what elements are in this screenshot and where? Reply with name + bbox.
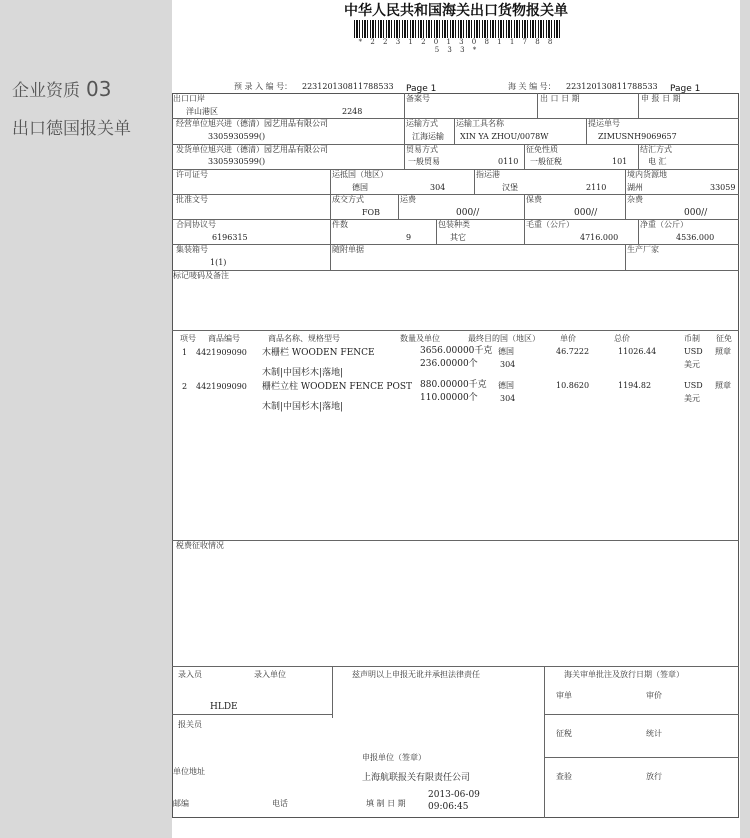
fill-date-label: 填 制 日 期 bbox=[366, 799, 406, 808]
attached-docs-label: 随附单据 bbox=[332, 245, 364, 254]
customs-number: 223120130811788533 bbox=[566, 82, 658, 91]
destination-port-value: 汉堡 bbox=[502, 183, 518, 192]
goods-header-destination: 最终目的国（地区） bbox=[468, 334, 540, 343]
goods-spec: 木制|中国杉木|落地| bbox=[262, 402, 344, 412]
goods-country-code: 304 bbox=[500, 394, 516, 403]
misc-fee-value: 000// bbox=[684, 208, 708, 218]
net-weight-value: 4536.000 bbox=[676, 233, 715, 242]
goods-qty-weight: 880.00000千克 bbox=[420, 380, 487, 390]
deal-mode-label: 成交方式 bbox=[332, 195, 364, 204]
gross-weight-value: 4716.000 bbox=[580, 233, 619, 242]
trade-mode-code: 0110 bbox=[498, 157, 519, 166]
goods-unit-price: 10.8620 bbox=[556, 381, 590, 390]
operator-label: 经营单位 bbox=[176, 119, 208, 128]
license-label: 许可证号 bbox=[176, 170, 208, 179]
destination-country-code: 304 bbox=[430, 183, 446, 192]
pieces-value: 9 bbox=[406, 233, 412, 242]
freight-label: 运费 bbox=[400, 195, 416, 204]
goods-exemption: 照章 bbox=[715, 347, 731, 356]
contract-label: 合同协议号 bbox=[176, 220, 216, 229]
declaration-statement: 兹声明以上申报无讹并承担法律责任 bbox=[352, 670, 480, 679]
goods-country: 德国 bbox=[498, 381, 514, 390]
goods-currency: USD bbox=[684, 347, 703, 356]
misc-fee-label: 杂费 bbox=[627, 195, 643, 204]
preentry-label: 预 录 入 编 号： bbox=[234, 82, 293, 91]
tax-collection-label: 税费征收情况 bbox=[176, 541, 224, 550]
goods-total: 11026.44 bbox=[618, 347, 657, 356]
package-value: 其它 bbox=[450, 233, 466, 242]
goods-header-code: 商品编号 bbox=[208, 334, 240, 343]
postcode-label: 邮编 bbox=[173, 799, 189, 808]
goods-country: 德国 bbox=[498, 347, 514, 356]
goods-header-name: 商品名称、规格型号 bbox=[268, 334, 340, 343]
operator-code: 3305930599() bbox=[208, 132, 266, 141]
declarant-label: 报关员 bbox=[178, 720, 202, 729]
customs-approval-label: 海关审单批注及放行日期（签章） bbox=[564, 670, 684, 679]
vehicle-value: XIN YA ZHOU/0078W bbox=[460, 132, 549, 141]
page-indicator-left: Page 1 bbox=[406, 84, 437, 94]
barcode-image bbox=[354, 20, 560, 38]
destination-port-code: 2110 bbox=[586, 183, 607, 192]
goods-qty-count: 236.00000个 bbox=[420, 359, 478, 369]
package-label: 包装种类 bbox=[438, 220, 470, 229]
inspection-label: 查验 bbox=[556, 772, 572, 781]
export-date-label: 出 口 日 期 bbox=[540, 94, 580, 103]
goods-currency-cn: 美元 bbox=[684, 394, 700, 403]
goods-name: 栅栏立柱 WOODEN FENCE POST bbox=[262, 382, 412, 392]
approval-no-label: 批准文号 bbox=[176, 195, 208, 204]
goods-header-quantity: 数量及单位 bbox=[400, 334, 440, 343]
goods-item-no: 1 bbox=[182, 348, 188, 357]
tax-nature-code: 101 bbox=[612, 157, 628, 166]
destination-port-label: 指运港 bbox=[476, 170, 500, 179]
deal-mode-value: FOB bbox=[362, 208, 380, 217]
goods-header-unit-price: 单价 bbox=[560, 334, 576, 343]
unit-address-label: 单位地址 bbox=[173, 767, 205, 776]
customs-no-label: 海 关 编 号： bbox=[508, 82, 556, 91]
destination-country-label: 运抵国（地区） bbox=[332, 170, 388, 179]
domestic-source-code: 33059 bbox=[710, 183, 736, 192]
fill-date: 2013-06-09 bbox=[428, 790, 480, 800]
bill-of-lading-label: 提运单号 bbox=[588, 119, 620, 128]
insurance-label: 保费 bbox=[526, 195, 542, 204]
goods-unit-price: 46.7222 bbox=[556, 347, 590, 356]
settlement-label: 结汇方式 bbox=[640, 145, 672, 154]
declare-unit-label: 申报单位（签章） bbox=[362, 753, 426, 762]
transport-mode-value: 江海运输 bbox=[412, 132, 444, 141]
goods-item-no: 2 bbox=[182, 382, 188, 391]
vehicle-label: 运输工具名称 bbox=[456, 119, 504, 128]
settlement-value: 电 汇 bbox=[648, 157, 667, 166]
goods-qty-count: 110.00000个 bbox=[420, 393, 478, 403]
domestic-source-label: 境内货源地 bbox=[627, 170, 667, 179]
transport-mode-label: 运输方式 bbox=[406, 119, 438, 128]
manufacturer-label: 生产厂家 bbox=[627, 245, 659, 254]
form-frame bbox=[172, 93, 739, 818]
tax-nature-value: 一般征税 bbox=[530, 157, 562, 166]
container-label: 集装箱号 bbox=[176, 245, 208, 254]
net-weight-label: 净重（公斤） bbox=[640, 220, 688, 229]
goods-total: 1194.82 bbox=[618, 381, 652, 390]
goods-name: 木栅栏 WOODEN FENCE bbox=[262, 348, 375, 358]
entry-unit-label: 录入单位 bbox=[254, 670, 286, 679]
goods-code: 4421909090 bbox=[196, 348, 247, 357]
marks-remarks-label: 标记唛码及备注 bbox=[173, 271, 229, 280]
container-value: 1(1) bbox=[210, 258, 227, 267]
contract-value: 6196315 bbox=[212, 233, 248, 242]
sidebar-subtitle: 出口德国报关单 bbox=[12, 119, 131, 139]
insurance-value: 000// bbox=[574, 208, 598, 218]
domestic-source-value: 湖州 bbox=[627, 183, 643, 192]
entry-unit-value: HLDE bbox=[210, 702, 238, 712]
goods-header-total: 总价 bbox=[614, 334, 630, 343]
goods-spec: 木制|中国杉木|落地| bbox=[262, 368, 344, 378]
page-indicator-right: Page 1 bbox=[670, 84, 701, 94]
sidebar-title bbox=[12, 76, 111, 101]
export-port-label: 出口口岸 bbox=[173, 94, 205, 103]
declare-unit-value: 上海航联报关有限责任公司 bbox=[362, 773, 471, 783]
freight-value: 000// bbox=[456, 208, 480, 218]
record-no-label: 备案号 bbox=[406, 94, 430, 103]
consignor-value: 旭兴进（德清）园艺用品有限公司 bbox=[208, 145, 328, 154]
phone-label: 电话 bbox=[272, 799, 288, 808]
declare-date-label: 申 报 日 期 bbox=[641, 94, 681, 103]
tax-nature-label: 征免性质 bbox=[526, 145, 558, 154]
gross-weight-label: 毛重（公斤） bbox=[526, 220, 574, 229]
price-review-label: 审价 bbox=[646, 691, 662, 700]
export-port-value: 洋山港区 bbox=[186, 107, 218, 116]
consignor-label: 发货单位 bbox=[176, 145, 208, 154]
review-label: 审单 bbox=[556, 691, 572, 700]
goods-currency-cn: 美元 bbox=[684, 360, 700, 369]
goods-header-exemption: 征免 bbox=[716, 334, 732, 343]
tax-levy-label: 征税 bbox=[556, 729, 572, 738]
pieces-label: 件数 bbox=[332, 220, 348, 229]
destination-country-value: 德国 bbox=[352, 183, 368, 192]
goods-qty-weight: 3656.00000千克 bbox=[420, 346, 493, 356]
operator-value: 旭兴进（德清）园艺用品有限公司 bbox=[208, 119, 328, 128]
form-title: 中华人民共和国海关出口货物报关单 bbox=[344, 3, 568, 19]
barcode-text: * 2 2 3 1 2 0 1 3 0 8 1 1 7 8 8 5 3 3 * bbox=[358, 38, 556, 54]
trade-mode-label: 贸易方式 bbox=[406, 145, 438, 154]
goods-country-code: 304 bbox=[500, 360, 516, 369]
consignor-code: 3305930599() bbox=[208, 157, 266, 166]
statistics-label: 统计 bbox=[646, 729, 662, 738]
entry-person-label: 录入员 bbox=[178, 670, 202, 679]
sidebar-title-prefix: 企业资质 bbox=[12, 81, 80, 101]
goods-currency: USD bbox=[684, 381, 703, 390]
bill-of-lading-value: ZIMUSNH9069657 bbox=[598, 132, 677, 141]
customs-declaration-form bbox=[172, 0, 740, 838]
fill-time: 09:06:45 bbox=[428, 802, 469, 812]
goods-header-item: 项号 bbox=[180, 334, 196, 343]
export-port-code: 2248 bbox=[342, 107, 363, 116]
trade-mode-value: 一般贸易 bbox=[408, 157, 440, 166]
goods-code: 4421909090 bbox=[196, 382, 247, 391]
release-label: 放行 bbox=[646, 772, 662, 781]
goods-header-currency: 币制 bbox=[684, 334, 700, 343]
preentry-number: 223120130811788533 bbox=[302, 82, 394, 91]
goods-exemption: 照章 bbox=[715, 381, 731, 390]
sidebar-title-number: 03 bbox=[86, 77, 112, 101]
